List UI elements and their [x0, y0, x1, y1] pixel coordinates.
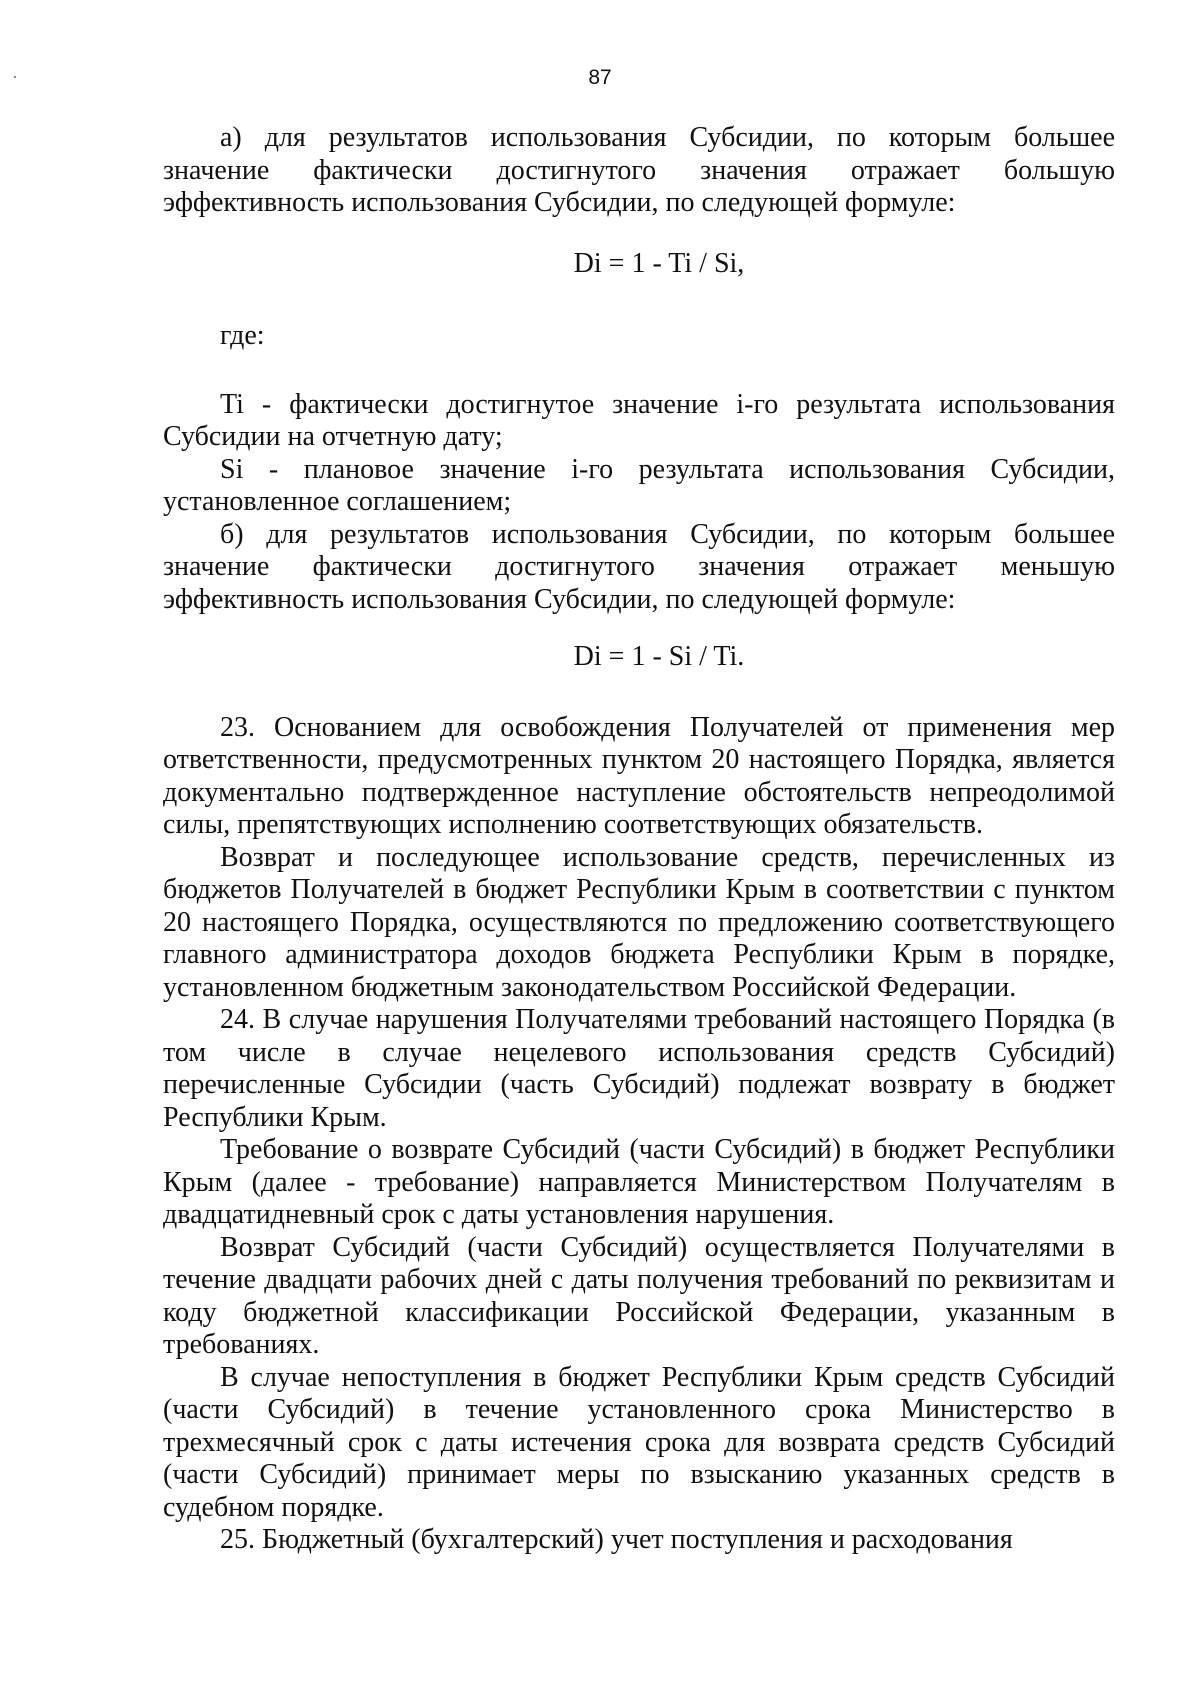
paragraph-24-refund: Возврат Субсидий (части Субсидий) осуществляется Получателями в течение двадцати рабочих дней с даты получения требований по реквизитам и коду бюджетной классификации Российской Федерации, указанным в требованиях. [163, 1231, 1115, 1360]
definition-si: Si - плановое значение i-го результата использования Субсидии, установленное соглашением; [163, 453, 1115, 517]
where-label: где: [220, 320, 265, 351]
paragraph-25: 25. Бюджетный (бухгалтерский) учет поступления и расходования [220, 1524, 1013, 1555]
paragraph-24: 24. В случае нарушения Получателями требований настоящего Порядка (в том числе в случае нецелевого использования средств Субсидий) перечисленные Субсидии (часть Субсидий) подлежат возврату в бюджет Республики Крым. [163, 1004, 1115, 1133]
paragraph-23-refund: Возврат и последующее использование средств, перечисленных из бюджетов Получателей в бюджет Республики Крым в соответствии с пунктом 20 настоящего Порядка, осуществляются по предложению соответствующего главного администратора доходов бюджета Республики Крым в порядке, установленном бюджетным законодательством Российской Федерации. [163, 841, 1115, 1003]
paragraph-23: 23. Основанием для освобождения Получателей от применения мер ответственности, предусмотренных пунктом 20 настоящего Порядка, является документально подтвержденное наступление обстоятельств непреодолимой силы, препятствующих исполнению соответствующих обязательств. [163, 711, 1115, 840]
paragraph-b: б) для результатов использования Субсидии, по которым большее значение фактически достигнутого значения отражает меньшую эффективность использования Субсидии, по следующей формуле: [163, 518, 1115, 615]
definition-ti: Ti - фактически достигнутое значение i-го результата использования Субсидии на отчетную дату; [163, 388, 1115, 452]
paragraph-24-requirement: Требование о возврате Субсидий (части Субсидий) в бюджет Республики Крым (далее - требование) направляется Министерством Получателям в двадцатидневный срок с даты установления нарушения. [163, 1134, 1115, 1230]
paragraph-a: а) для результатов использования Субсидии, по которым большее значение фактически достигнутого значения отражает большую эффективность использования Субсидии, по следующей формуле: [163, 122, 1115, 218]
paragraph-24-enforcement: В случае непоступления в бюджет Республики Крым средств Субсидий (части Субсидий) в течение установленного срока Министерство в трехмесячный срок с даты истечения срока для возврата средств Субсидий (части Субсидий) принимает меры по взысканию указанных средств в судебном порядке. [163, 1361, 1115, 1523]
formula-1: Di = 1 - Ti / Si, [573, 247, 745, 279]
page-number: 87 [588, 66, 612, 89]
document-body [163, 122, 1115, 1557]
formula-2: Di = 1 - Si / Ti. [573, 641, 745, 672]
